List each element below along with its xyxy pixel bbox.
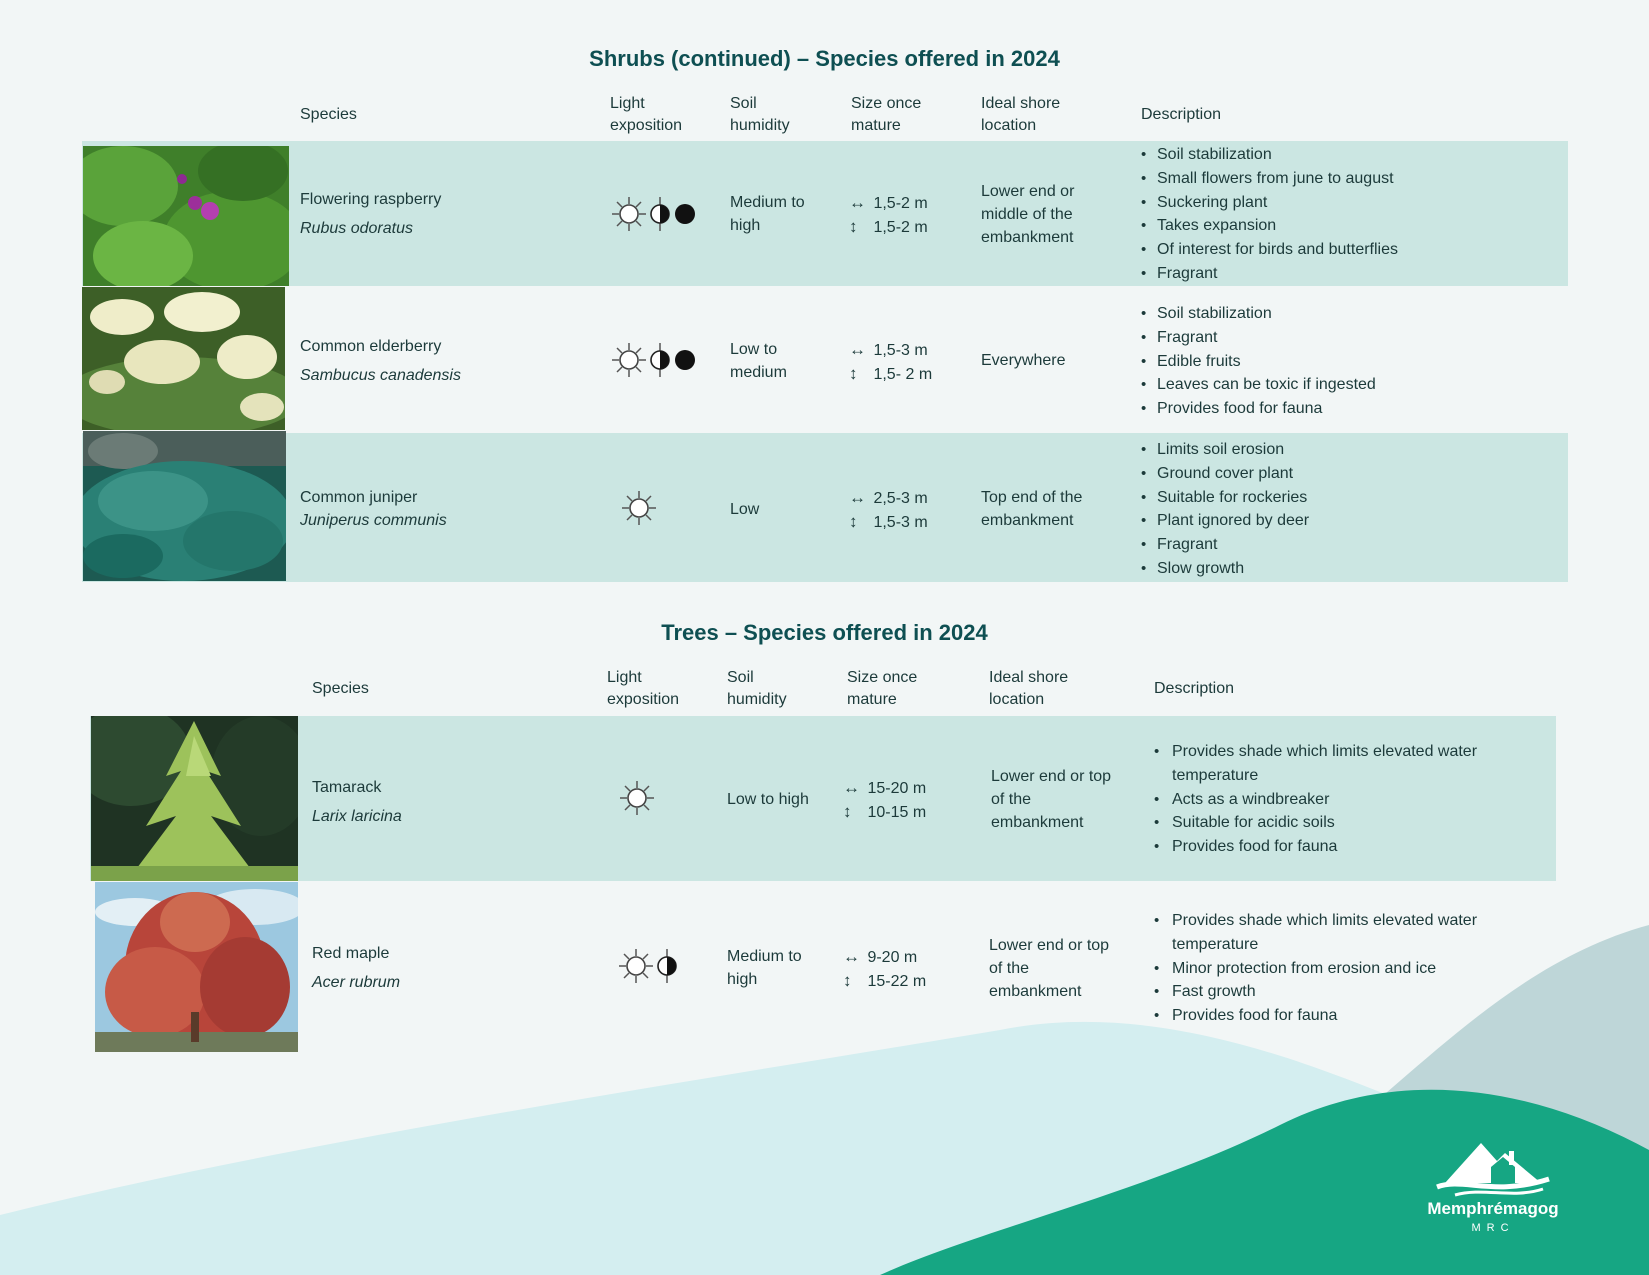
header-size-once-mature: Size once mature: [847, 669, 918, 708]
half-shade-icon: [647, 342, 673, 378]
light-exposition-icons: [611, 196, 697, 232]
sun-icon: [619, 780, 655, 816]
light-exposition-icons: [619, 780, 655, 816]
description-item: • Minor protection from erosion and ice: [1154, 957, 1477, 981]
header-size-once-mature: Size once mature: [851, 95, 922, 134]
size-cell: ↔ 1,5-2 m ↕ 1,5-2 m: [849, 193, 928, 236]
description-item: • Fragrant: [1141, 533, 1309, 557]
species-common-name: Common juniper: [300, 489, 418, 506]
size-cell: ↔ 9-20 m ↕ 15-22 m: [843, 947, 927, 990]
shore-location-cell: Lower end or middle of the embankment: [981, 183, 1075, 246]
description-item: • Suitable for acidic soils: [1154, 811, 1477, 835]
description-item: • Ground cover plant: [1141, 462, 1309, 486]
header-description: Description: [1141, 106, 1222, 123]
header-light-exposition: Light exposition: [610, 95, 683, 134]
header-soil-humidity: Soil humidity: [730, 95, 790, 134]
description-item: • Plant ignored by deer: [1141, 509, 1309, 533]
description-item: temperature: [1172, 935, 1259, 953]
description-item: • Suitable for rockeries: [1141, 486, 1309, 510]
description-item: • Fragrant: [1141, 262, 1398, 286]
header-light-exposition: Light exposition: [607, 669, 680, 708]
sun-icon: [621, 490, 657, 526]
species-cell: [312, 942, 400, 994]
soil-humidity-cell: Medium to high: [727, 948, 802, 988]
description-item: temperature: [1172, 766, 1259, 784]
logo-name: Memphrémagog: [1427, 1199, 1559, 1218]
description-cell: [1141, 143, 1398, 286]
width-arrow-icon: ↔: [849, 488, 866, 507]
species-common-name: Common elderberry: [300, 338, 442, 355]
description-item: • Provides shade which limits elevated water: [1154, 740, 1477, 764]
common-juniper-photo: [83, 431, 286, 581]
light-exposition-icons: [618, 948, 680, 984]
description-item: • Provides food for fauna: [1141, 397, 1376, 421]
shore-location-cell: Lower end or top of the embankment: [991, 768, 1112, 831]
description-item: • Provides shade which limits elevated water: [1154, 909, 1477, 933]
description-item: • Suckering plant: [1141, 191, 1398, 215]
soil-humidity-cell: Low to medium: [730, 341, 787, 381]
header-species: Species: [312, 680, 369, 697]
description-item: • Of interest for birds and butterflies: [1141, 238, 1398, 262]
sun-icon: [618, 948, 654, 984]
description-item: • Soil stabilization: [1141, 143, 1398, 167]
description-item: • Limits soil erosion: [1141, 438, 1309, 462]
memphremagog-logo: [1418, 1135, 1568, 1234]
description-item: • Fast growth: [1154, 980, 1477, 1004]
description-item: • Slow growth: [1141, 557, 1309, 581]
height-arrow-icon: ↕: [849, 217, 858, 236]
size-cell: ↔ 15-20 m ↕ 10-15 m: [843, 778, 927, 821]
description-item: • Takes expansion: [1141, 214, 1398, 238]
species-latin-name: Acer rubrum: [312, 974, 401, 991]
width-arrow-icon: ↔: [843, 947, 860, 966]
species-latin-name: Larix laricina: [312, 808, 402, 825]
shore-location-cell: Top end of the embankment: [981, 489, 1083, 529]
width-arrow-icon: ↔: [849, 340, 866, 359]
shore-location-cell: Lower end or top of the embankment: [989, 937, 1110, 1000]
description-item: • Soil stabilization: [1141, 302, 1376, 326]
half-shade-icon: [647, 196, 673, 232]
species-latin-name: Juniperus communis: [300, 512, 447, 529]
height-arrow-icon: ↕: [849, 512, 858, 531]
flowering-raspberry-photo: [83, 146, 289, 286]
description-item: • Edible fruits: [1141, 350, 1376, 374]
common-elderberry-photo: [82, 287, 285, 430]
header-soil-humidity: Soil humidity: [727, 669, 787, 708]
description-item: • Leaves can be toxic if ingested: [1141, 373, 1376, 397]
logo-subtitle: MRC: [1471, 1222, 1515, 1234]
description-cell: [1154, 909, 1477, 1028]
red-maple-photo: [95, 882, 298, 1052]
shade-icon: [673, 196, 697, 232]
width-arrow-icon: ↔: [843, 778, 860, 797]
shore-location-cell: Everywhere: [981, 352, 1066, 369]
mountain-house-icon: [1433, 1135, 1553, 1197]
header-ideal-shore-location: Ideal shore location: [989, 669, 1069, 708]
header-ideal-shore-location: Ideal shore location: [981, 95, 1061, 134]
half-shade-icon: [654, 948, 680, 984]
species-cell: [300, 335, 461, 387]
description-item: • Small flowers from june to august: [1141, 167, 1398, 191]
species-common-name: Red maple: [312, 945, 390, 962]
light-exposition-icons: [611, 342, 697, 378]
sun-icon: [611, 342, 647, 378]
description-item: • Provides food for fauna: [1154, 1004, 1477, 1028]
species-cell: [300, 486, 447, 532]
description-item: • Fragrant: [1141, 326, 1376, 350]
soil-humidity-cell: Low: [730, 501, 760, 518]
description-cell: [1141, 438, 1309, 581]
species-cell: [312, 776, 402, 828]
header-species: Species: [300, 106, 357, 123]
light-exposition-icons: [621, 490, 657, 526]
height-arrow-icon: ↕: [843, 971, 852, 990]
width-arrow-icon: ↔: [849, 193, 866, 212]
trees-section-title: Trees – Species offered in 2024: [661, 620, 988, 645]
description-cell: [1141, 302, 1376, 421]
species-common-name: Flowering raspberry: [300, 191, 442, 208]
size-cell: ↔ 2,5-3 m ↕ 1,5-3 m: [849, 488, 928, 531]
species-latin-name: Sambucus canadensis: [300, 367, 461, 384]
description-cell: [1154, 740, 1477, 859]
species-latin-name: Rubus odoratus: [300, 220, 413, 237]
sun-icon: [611, 196, 647, 232]
tamarack-photo: [91, 716, 298, 881]
description-item: • Acts as a windbreaker: [1154, 788, 1477, 812]
size-cell: ↔ 1,5-3 m ↕ 1,5- 2 m: [849, 340, 933, 383]
shrubs-section-title: Shrubs (continued) – Species offered in 2024: [589, 46, 1060, 71]
description-item: • Provides food for fauna: [1154, 835, 1477, 859]
soil-humidity-cell: Low to high: [727, 791, 809, 808]
shade-icon: [673, 342, 697, 378]
soil-humidity-cell: Medium to high: [730, 194, 805, 234]
header-description: Description: [1154, 680, 1235, 697]
species-common-name: Tamarack: [312, 779, 382, 796]
height-arrow-icon: ↕: [849, 364, 858, 383]
species-cell: [300, 188, 441, 240]
height-arrow-icon: ↕: [843, 802, 852, 821]
